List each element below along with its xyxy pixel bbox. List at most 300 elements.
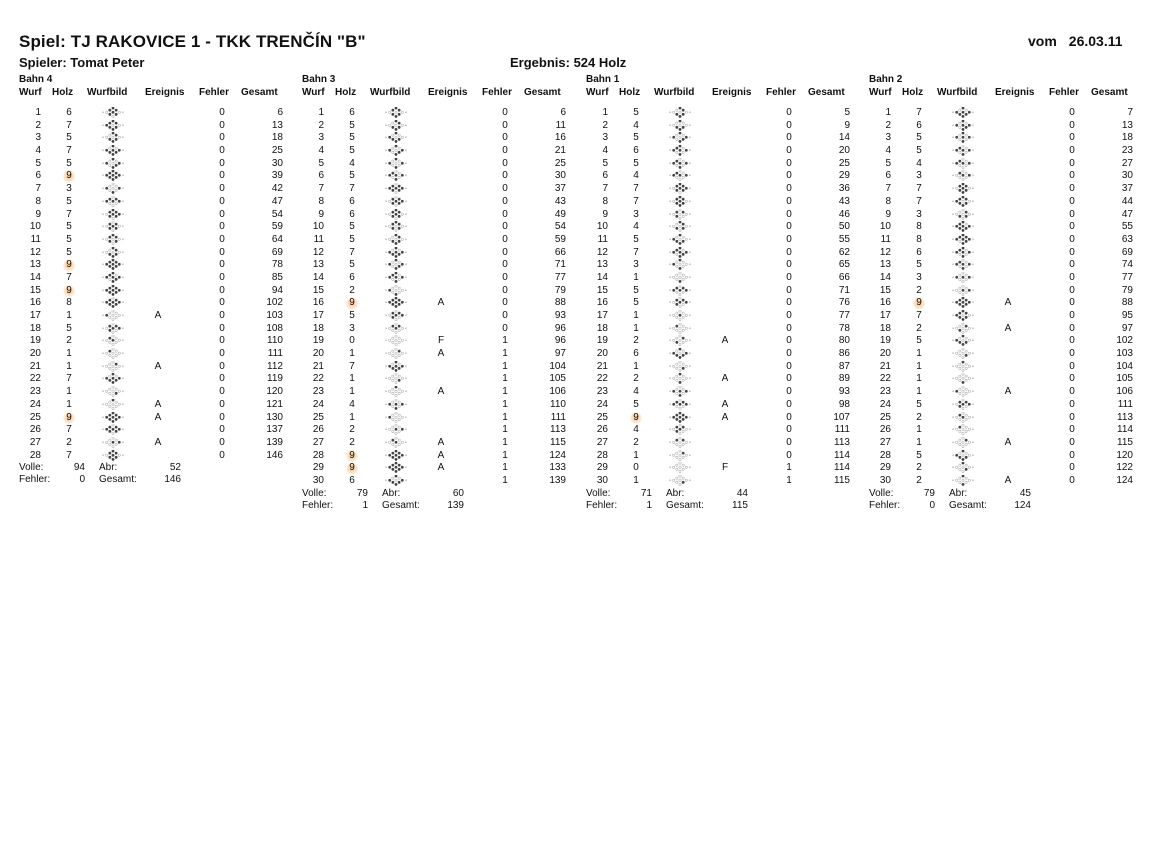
- table-row: [302, 158, 587, 171]
- throw-number: 13: [879, 259, 891, 271]
- running-total: 11: [555, 119, 566, 131]
- table-row: [869, 234, 1154, 247]
- pin-diagram-icon: [101, 399, 123, 411]
- pin-diagram-icon: [951, 145, 973, 157]
- error-count: 0: [1069, 195, 1075, 207]
- pin-diagram-icon: [101, 335, 123, 347]
- running-total: 79: [1121, 284, 1133, 296]
- summary-row: [19, 474, 304, 486]
- running-total: 102: [1116, 335, 1133, 347]
- column-header: Ereignis: [428, 87, 468, 98]
- running-total: 113: [550, 424, 566, 436]
- throw-number: 4: [35, 145, 41, 157]
- running-total: 130: [266, 411, 283, 423]
- running-total: 103: [266, 310, 283, 321]
- error-count: 0: [1069, 233, 1075, 245]
- running-total: 64: [271, 233, 283, 245]
- pin-diagram-icon: [668, 132, 690, 144]
- running-total: 106: [1116, 386, 1133, 398]
- table-row: [302, 373, 587, 386]
- pins-count: 2: [633, 436, 639, 448]
- pin-diagram-icon: [668, 437, 690, 449]
- error-count: 0: [502, 208, 508, 220]
- pins-count: 4: [916, 157, 922, 169]
- throw-number: 7: [602, 183, 608, 195]
- pin-diagram-icon: [668, 120, 690, 132]
- running-total: 114: [834, 449, 850, 461]
- running-total: 30: [554, 170, 566, 182]
- column-header: Ereignis: [995, 87, 1035, 98]
- pin-diagram-icon: [951, 348, 973, 360]
- game-title: Spiel: TJ RAKOVICE 1 - TKK TRENČÍN "B": [19, 32, 366, 51]
- column-header: Wurfbild: [654, 87, 695, 98]
- table-row: [302, 132, 587, 145]
- throw-number: 25: [596, 411, 608, 423]
- event-code: A: [154, 411, 162, 423]
- running-total: 18: [1121, 132, 1133, 144]
- throw-number: 22: [312, 373, 324, 385]
- pin-diagram-icon: [951, 183, 973, 195]
- table-row: [586, 209, 871, 222]
- error-count: 1: [502, 360, 508, 372]
- pin-diagram-icon: [951, 107, 973, 119]
- pins-count: 7: [66, 208, 72, 220]
- error-count: 0: [786, 284, 792, 296]
- error-count: 0: [219, 183, 225, 195]
- pin-diagram-icon: [951, 424, 973, 436]
- pins-count: 3: [916, 208, 922, 220]
- running-total: 124: [549, 449, 566, 461]
- summary-row: [869, 500, 1154, 512]
- table-row: [869, 145, 1154, 158]
- error-count: 0: [786, 132, 792, 144]
- running-total: 13: [1121, 119, 1133, 131]
- throw-number: 4: [885, 145, 891, 157]
- table-row: [302, 310, 587, 323]
- table-row: [302, 323, 587, 336]
- pin-diagram-icon: [384, 361, 406, 373]
- event-code: A: [437, 436, 445, 448]
- pin-diagram-icon: [668, 450, 690, 462]
- pins-count: 7: [66, 145, 72, 157]
- table-row: [869, 412, 1154, 425]
- error-count: 0: [786, 145, 792, 157]
- pin-diagram-icon: [668, 323, 690, 335]
- pin-diagram-icon: [101, 450, 123, 462]
- throw-number: 28: [29, 449, 41, 461]
- pin-diagram-icon: [951, 462, 973, 474]
- pin-diagram-icon: [101, 424, 123, 436]
- table-row: [19, 297, 304, 310]
- error-count: 1: [502, 348, 508, 360]
- throw-number: 22: [879, 373, 891, 385]
- error-count: 0: [786, 297, 792, 309]
- summary-label-fehler: Fehler:: [869, 499, 901, 511]
- event-code: A: [154, 398, 162, 410]
- pin-diagram-icon: [101, 386, 123, 398]
- table-row: [869, 437, 1154, 450]
- summary-value-gesamt: 124: [1014, 499, 1031, 511]
- summary-label-fehler: Fehler:: [19, 474, 51, 486]
- pins-count: 9: [346, 297, 358, 310]
- running-total: 37: [1121, 183, 1133, 195]
- pin-diagram-icon: [951, 399, 973, 411]
- error-count: 0: [1069, 145, 1075, 157]
- running-total: 107: [833, 411, 850, 423]
- running-total: 77: [838, 310, 850, 321]
- summary-row: [302, 500, 587, 512]
- running-total: 23: [1121, 145, 1133, 157]
- throw-number: 27: [879, 436, 891, 448]
- pins-count: 2: [66, 335, 72, 347]
- pin-diagram-icon: [668, 234, 690, 246]
- summary-label-volle: Volle:: [19, 462, 44, 474]
- table-row: [586, 361, 871, 374]
- error-count: 0: [786, 221, 792, 233]
- error-count: 0: [786, 424, 792, 436]
- event-code: A: [1004, 386, 1012, 398]
- running-total: 102: [266, 297, 283, 309]
- error-count: 0: [786, 157, 792, 169]
- pins-count: 7: [66, 271, 72, 283]
- table-row: [869, 373, 1154, 386]
- table-row: [19, 348, 304, 361]
- running-total: 54: [554, 221, 566, 233]
- pins-count: 7: [349, 360, 355, 372]
- running-total: 47: [271, 195, 283, 207]
- pin-diagram-icon: [384, 158, 406, 170]
- pin-diagram-icon: [384, 107, 406, 119]
- error-count: 0: [1069, 424, 1075, 436]
- pins-count: 2: [916, 462, 922, 474]
- table-row: [302, 145, 587, 158]
- pins-count: 9: [913, 297, 925, 310]
- error-count: 0: [502, 183, 508, 195]
- running-total: 55: [838, 233, 850, 245]
- table-row: [869, 132, 1154, 145]
- throw-number: 25: [29, 411, 41, 423]
- pins-count: 4: [633, 119, 639, 131]
- column-header: Ereignis: [712, 87, 752, 98]
- error-count: 0: [1069, 462, 1075, 474]
- pins-count: 5: [66, 157, 72, 169]
- error-count: 0: [219, 310, 225, 321]
- throw-number: 20: [596, 348, 608, 360]
- pins-count: 1: [349, 373, 355, 385]
- summary-value-abr: 44: [736, 487, 748, 499]
- running-total: 54: [271, 208, 283, 220]
- throw-number: 2: [35, 119, 41, 131]
- running-total: 110: [550, 398, 566, 410]
- throw-number: 1: [602, 107, 608, 118]
- pins-count: 1: [633, 474, 639, 486]
- error-count: 0: [1069, 322, 1075, 334]
- running-total: 85: [271, 271, 283, 283]
- error-count: 0: [502, 107, 508, 118]
- error-count: 1: [502, 424, 508, 436]
- pin-diagram-icon: [384, 399, 406, 411]
- pins-count: 5: [916, 335, 922, 347]
- pin-diagram-icon: [668, 183, 690, 195]
- summary-value-gesamt: 146: [164, 474, 181, 486]
- table-row: [19, 145, 304, 158]
- table-row: [586, 285, 871, 298]
- error-count: 0: [786, 208, 792, 220]
- throw-number: 23: [29, 386, 41, 398]
- throw-number: 25: [879, 411, 891, 423]
- pin-diagram-icon: [384, 196, 406, 208]
- pins-count: 5: [633, 297, 639, 309]
- running-total: 94: [271, 284, 283, 296]
- table-row: [19, 259, 304, 272]
- throw-number: 21: [312, 360, 324, 372]
- pin-diagram-icon: [384, 323, 406, 335]
- throw-number: 13: [29, 259, 41, 271]
- table-row: [302, 247, 587, 260]
- running-total: 62: [838, 246, 850, 258]
- pin-diagram-icon: [668, 297, 690, 309]
- error-count: 0: [502, 322, 508, 334]
- running-total: 20: [838, 145, 850, 157]
- error-count: 0: [219, 157, 225, 169]
- throw-number: 11: [313, 233, 324, 245]
- table-row: [302, 475, 587, 488]
- throw-number: 7: [318, 183, 324, 195]
- throw-number: 26: [29, 424, 41, 436]
- pins-count: 1: [633, 360, 639, 372]
- throw-number: 5: [602, 157, 608, 169]
- error-count: 0: [786, 310, 792, 321]
- error-count: 0: [219, 297, 225, 309]
- running-total: 112: [267, 360, 283, 372]
- pins-count: 2: [916, 322, 922, 334]
- table-row: [586, 234, 871, 247]
- pin-diagram-icon: [668, 475, 690, 487]
- column-header-row: [869, 86, 1154, 100]
- summary-row: [19, 462, 304, 474]
- pin-diagram-icon: [101, 158, 123, 170]
- table-row: [586, 132, 871, 145]
- pin-diagram-icon: [668, 209, 690, 221]
- throw-number: 13: [312, 259, 324, 271]
- running-total: 105: [1116, 373, 1133, 385]
- summary-value-abr: 60: [452, 487, 464, 499]
- running-total: 43: [554, 195, 566, 207]
- running-total: 71: [554, 259, 566, 271]
- table-row: [586, 183, 871, 196]
- error-count: 0: [786, 246, 792, 258]
- throw-number: 1: [885, 107, 891, 118]
- table-row: [302, 183, 587, 196]
- lane-name: Bahn 1: [586, 74, 620, 85]
- pin-diagram-icon: [951, 361, 973, 373]
- error-count: 1: [502, 462, 508, 474]
- pins-count: 1: [633, 322, 639, 334]
- table-row: [586, 412, 871, 425]
- pins-count: 2: [66, 436, 72, 448]
- table-row: [869, 297, 1154, 310]
- table-row: [586, 475, 871, 488]
- pin-diagram-icon: [101, 247, 123, 259]
- summary-row: [586, 500, 871, 512]
- pin-diagram-icon: [668, 462, 690, 474]
- pins-count: 9: [63, 285, 75, 298]
- throw-number: 24: [596, 398, 608, 410]
- running-total: 80: [838, 335, 850, 347]
- running-total: 44: [1121, 195, 1133, 207]
- pins-count: 1: [66, 386, 72, 398]
- pins-count: 5: [633, 107, 639, 118]
- table-row: [869, 399, 1154, 412]
- error-count: 0: [1069, 259, 1075, 271]
- pins-count: 5: [916, 259, 922, 271]
- pin-diagram-icon: [668, 285, 690, 297]
- pin-diagram-icon: [951, 335, 973, 347]
- error-count: 0: [219, 348, 225, 360]
- pins-count: 7: [916, 310, 922, 321]
- pins-count: 1: [633, 271, 639, 283]
- pins-count: 9: [630, 412, 642, 425]
- running-total: 30: [271, 157, 283, 169]
- running-total: 110: [267, 335, 283, 347]
- running-total: 89: [838, 373, 850, 385]
- pins-count: 5: [916, 398, 922, 410]
- pins-count: 6: [349, 271, 355, 283]
- pin-diagram-icon: [101, 183, 123, 195]
- running-total: 36: [838, 183, 850, 195]
- pin-diagram-icon: [668, 361, 690, 373]
- throw-number: 1: [35, 107, 41, 118]
- throw-number: 5: [885, 157, 891, 169]
- pin-diagram-icon: [668, 158, 690, 170]
- event-code: A: [437, 297, 445, 309]
- table-row: [869, 196, 1154, 209]
- pins-count: 4: [633, 424, 639, 436]
- error-count: 0: [219, 411, 225, 423]
- pins-count: 5: [633, 132, 639, 144]
- running-total: 13: [271, 119, 283, 131]
- pins-count: 1: [633, 449, 639, 461]
- table-row: [302, 386, 587, 399]
- summary-label-volle: Volle:: [586, 487, 611, 499]
- throw-number: 12: [312, 246, 324, 258]
- pin-diagram-icon: [384, 259, 406, 271]
- table-row: [302, 221, 587, 234]
- error-count: 0: [1069, 297, 1075, 309]
- running-total: 76: [838, 297, 850, 309]
- table-row: [19, 323, 304, 336]
- table-row: [302, 170, 587, 183]
- pin-diagram-icon: [951, 323, 973, 335]
- error-count: 0: [1069, 310, 1075, 321]
- pin-diagram-icon: [668, 221, 690, 233]
- column-header: Fehler: [1049, 87, 1080, 98]
- error-count: 0: [786, 322, 792, 334]
- summary-value-abr: 52: [169, 462, 181, 474]
- pin-diagram-icon: [384, 183, 406, 195]
- pins-count: 6: [633, 348, 639, 360]
- summary-label-gesamt: Gesamt:: [666, 499, 704, 511]
- pin-diagram-icon: [668, 399, 690, 411]
- pins-count: 6: [66, 107, 72, 118]
- table-row: [586, 335, 871, 348]
- running-total: 104: [1116, 360, 1133, 372]
- table-row: [869, 259, 1154, 272]
- error-count: 0: [219, 271, 225, 283]
- running-total: 115: [1117, 436, 1133, 448]
- table-row: [19, 310, 304, 323]
- pins-count: 4: [349, 157, 355, 169]
- table-row: [586, 272, 871, 285]
- table-row: [869, 272, 1154, 285]
- table-row: [869, 462, 1154, 475]
- running-total: 37: [554, 183, 566, 195]
- summary-value-fehler: 0: [929, 499, 935, 511]
- column-header-row: [586, 86, 871, 100]
- throw-number: 3: [885, 132, 891, 144]
- running-total: 98: [838, 398, 850, 410]
- pin-diagram-icon: [951, 437, 973, 449]
- error-count: 0: [1069, 411, 1075, 423]
- pins-count: 6: [349, 208, 355, 220]
- running-total: 6: [277, 107, 283, 118]
- error-count: 0: [219, 259, 225, 271]
- pins-count: 1: [916, 373, 922, 385]
- pins-count: 6: [349, 107, 355, 118]
- pins-count: 7: [633, 183, 639, 195]
- running-total: 77: [554, 271, 566, 283]
- pins-count: 1: [349, 386, 355, 398]
- throw-number: 23: [312, 386, 324, 398]
- pins-count: 2: [349, 424, 355, 436]
- error-count: 0: [502, 246, 508, 258]
- running-total: 30: [1121, 170, 1133, 182]
- throw-number: 4: [318, 145, 324, 157]
- error-count: 0: [1069, 208, 1075, 220]
- pin-diagram-icon: [951, 450, 973, 462]
- event-code: A: [721, 398, 729, 410]
- pin-diagram-icon: [101, 323, 123, 335]
- error-count: 0: [502, 284, 508, 296]
- table-row: [19, 272, 304, 285]
- pin-diagram-icon: [384, 247, 406, 259]
- pin-diagram-icon: [668, 247, 690, 259]
- running-total: 96: [554, 335, 566, 347]
- throw-number: 11: [880, 233, 891, 245]
- running-total: 105: [549, 373, 566, 385]
- error-count: 0: [1069, 157, 1075, 169]
- pin-diagram-icon: [101, 120, 123, 132]
- error-count: 1: [502, 373, 508, 385]
- table-row: [19, 450, 304, 463]
- error-count: 0: [786, 259, 792, 271]
- throw-number: 18: [29, 322, 41, 334]
- column-header: Wurf: [302, 87, 325, 98]
- pin-diagram-icon: [101, 196, 123, 208]
- pins-count: 9: [63, 170, 75, 183]
- throw-number: 23: [596, 386, 608, 398]
- throw-number: 29: [879, 462, 891, 474]
- column-header: Wurfbild: [937, 87, 978, 98]
- running-total: 69: [1121, 246, 1133, 258]
- table-row: [302, 348, 587, 361]
- running-total: 111: [1117, 398, 1133, 410]
- event-code: A: [1004, 322, 1012, 334]
- running-total: 43: [838, 195, 850, 207]
- pins-count: 8: [916, 233, 922, 245]
- running-total: 121: [266, 398, 283, 410]
- table-row: [869, 285, 1154, 298]
